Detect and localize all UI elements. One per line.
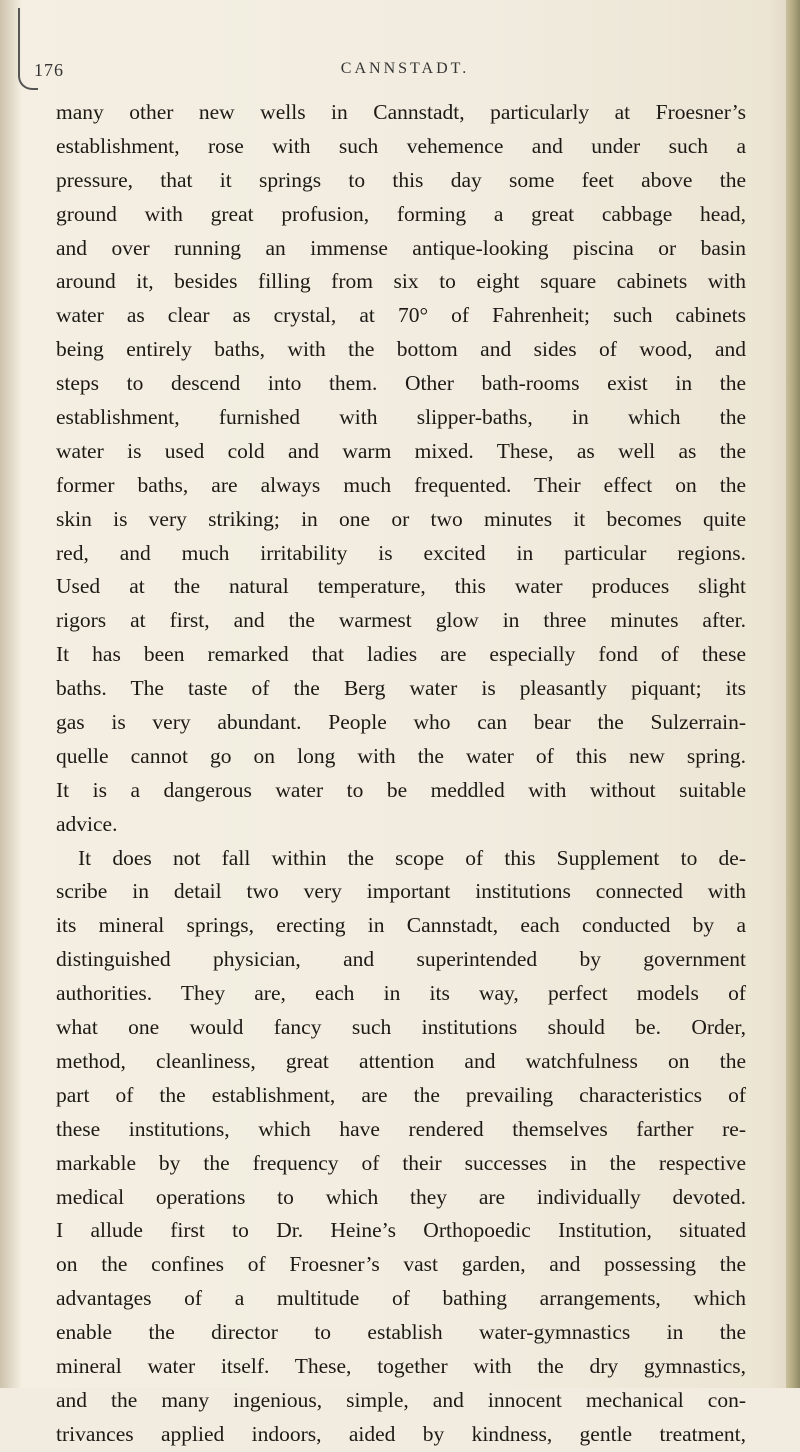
text-line: rigors at first, and the warmest glow in three minutes after. [56, 608, 746, 633]
text-line: its mineral springs, erecting in Cannstadt, each conducted by a [56, 913, 746, 938]
text-line: many other new wells in Cannstadt, particularly at Froesner’s [56, 100, 746, 124]
text-line: ground with great profusion, forming a great cabbage head, [56, 201, 746, 226]
text-line: It has been remarked that ladies are especially fond of these [56, 642, 746, 667]
text-line: steps to descend into them. Other bath-rooms exist in the [56, 371, 746, 396]
text-line: being entirely baths, with the bottom and sides of wood, and [56, 337, 746, 362]
text-line: and the many ingenious, simple, and innocent mechanical con- [56, 1387, 746, 1412]
text-line: baths. The taste of the Berg water is pleasantly piquant; its [56, 676, 746, 701]
page-number: 176 [34, 60, 64, 80]
text-line: establishment, furnished with slipper-baths, in which the [56, 405, 746, 430]
text-line: these institutions, which have rendered themselves farther re- [56, 1116, 746, 1141]
text-line: mineral water itself. These, together with the dry gymnastics, [56, 1353, 746, 1378]
running-head [30, 60, 780, 82]
text-line: red, and much irritability is excited in particular regions. [56, 540, 746, 565]
text-line: I allude first to Dr. Heine’s Orthopoedic Institution, situated [56, 1218, 746, 1243]
running-title: CANNSTADT. [340, 60, 470, 77]
text-line: scribe in detail two very important institutions connected with [56, 879, 746, 904]
text-line: water as clear as crystal, at 70° of Fahrenheit; such cabinets [56, 303, 746, 328]
text-line: quelle cannot go on long with the water of this new spring. [56, 743, 746, 768]
text-line: part of the establishment, are the prevailing characteristics of [56, 1082, 746, 1107]
text-line: method, cleanliness, great attention and watchfulness on the [56, 1048, 746, 1073]
text-line: skin is very striking; in one or two minutes it becomes quite [56, 506, 746, 531]
text-line: former baths, are always much frequented. Their effect on the [56, 472, 746, 497]
text-line: markable by the frequency of their successes in the respective [56, 1150, 746, 1175]
text-line: water is used cold and warm mixed. These, as well as the [56, 438, 746, 463]
body-text [56, 96, 746, 1452]
text-line: Used at the natural temperature, this water produces slight [56, 574, 746, 599]
text-line: enable the director to establish water-gymnastics in the [56, 1320, 746, 1345]
text-line: It is a dangerous water to be meddled with without suitable [56, 777, 746, 802]
text-line: on the confines of Froesner’s vast garden, and possessing the [56, 1252, 746, 1277]
text-line: trivances applied indoors, aided by kindness, gentle treatment, [56, 1421, 746, 1446]
text-line: medical operations to which they are individually devoted. [56, 1184, 746, 1209]
text-line: and over running an immense antique-looking piscina or basin [56, 235, 746, 260]
text-line: pressure, that it springs to this day some feet above the [56, 167, 746, 192]
text-line: It does not fall within the scope of this Supplement to de- [78, 845, 746, 870]
text-line: establishment, rose with such vehemence and under such a [56, 133, 746, 158]
text-line: advice. [56, 811, 118, 836]
text-line: gas is very abundant. People who can bear the Sulzerrain- [56, 710, 746, 735]
gutter-shadow [0, 0, 22, 1388]
text-line: advantages of a multitude of bathing arrangements, which [56, 1286, 746, 1311]
text-line: what one would fancy such institutions should be. Order, [56, 1015, 746, 1040]
page-edge [786, 0, 800, 1388]
text-line: authorities. They are, each in its way, perfect models of [56, 981, 746, 1006]
text-line: around it, besides filling from six to eight square cabinets with [56, 269, 746, 294]
text-line: distinguished physician, and superintended by government [56, 947, 746, 972]
